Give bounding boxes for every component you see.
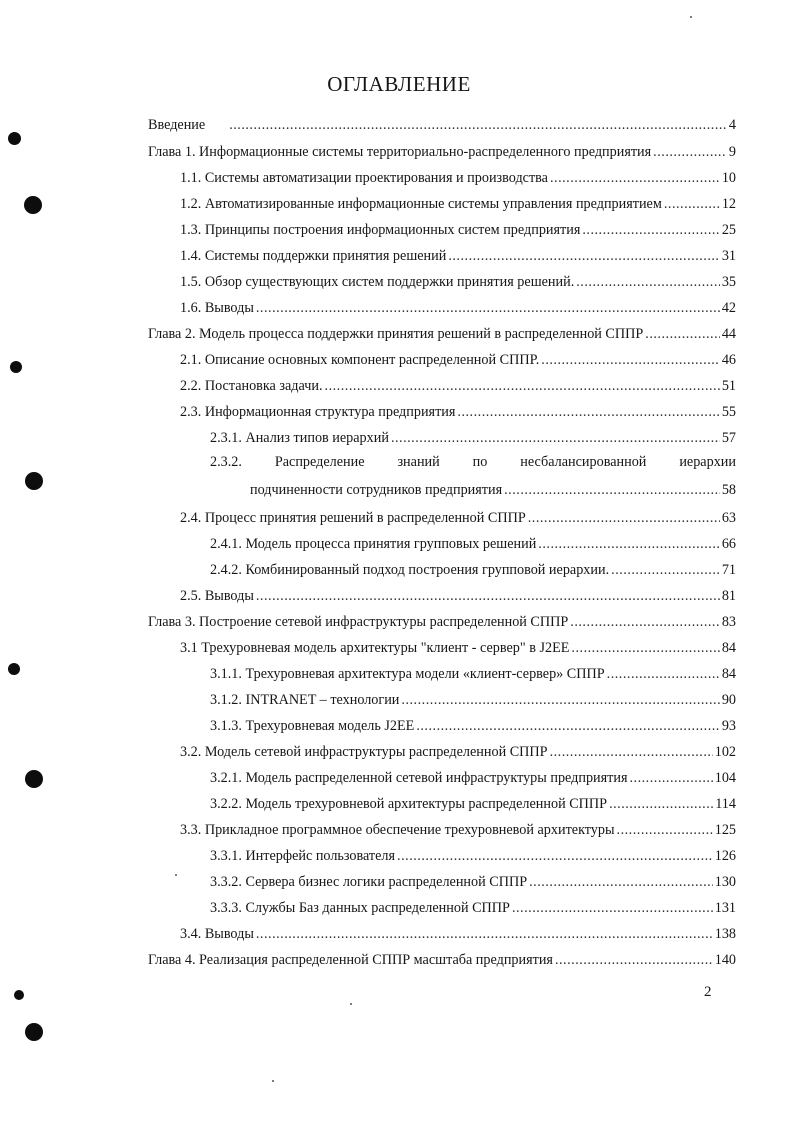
scan-speck xyxy=(272,1080,274,1082)
toc-entry: 3.1.1. Трехуровневая архитектура модели «клиент-сервер» СППР ..... 84 xyxy=(210,664,736,684)
toc-entry: 3.3.1. Интерфейс пользователя ..... 126 xyxy=(210,846,736,866)
toc-entry: 3.3.2. Сервера бизнес логики распределенной СППР ..... 130 xyxy=(210,872,736,892)
toc-entry: 3.2. Модель сетевой инфраструктуры распределенной СППР ..... 102 xyxy=(180,742,736,762)
toc-entry: 2.4. Процесс принятия решений в распределенной СППР ..... 63 xyxy=(180,508,736,528)
toc-entry: 3.2.1. Модель распределенной сетевой инфраструктуры предприятия ..... 104 xyxy=(210,768,736,788)
toc-entry: 2.2. Постановка задачи. ..... 51 xyxy=(180,376,736,396)
toc-entry: 1.1. Системы автоматизации проектирования и производства ..... 10 xyxy=(180,168,736,188)
toc-entry: 2.5. Выводы ..... 81 xyxy=(180,586,736,606)
binder-hole xyxy=(10,361,22,373)
toc-entry: 1.3. Принципы построения информационных систем предприятия ..... 25 xyxy=(180,220,736,240)
toc-entry-justified-line: 2.3.2. Распределение знаний по несбалансированной иерархии xyxy=(210,454,736,470)
binder-hole xyxy=(8,663,20,675)
toc-entry: 2.1. Описание основных компонент распределенной СППР. ..... 46 xyxy=(180,350,736,370)
toc-entry: 2.4.2. Комбинированный подход построения групповой иерархии. ..... 71 xyxy=(210,560,736,580)
binder-hole xyxy=(14,990,24,1000)
scan-speck xyxy=(690,16,692,18)
scan-speck xyxy=(350,1003,352,1005)
toc-entry: Введение ..... 4 xyxy=(148,115,736,135)
binder-hole xyxy=(8,132,21,145)
toc-entry: Глава 1. Информационные системы территориально-распределенного предприятия ..... 9 xyxy=(148,142,736,162)
toc-entry: 3.2.2. Модель трехуровневой архитектуры распределенной СППР ..... 114 xyxy=(210,794,736,814)
toc-title: ОГЛАВЛЕНИЕ xyxy=(327,72,471,96)
toc-entry: 3.3.3. Службы Баз данных распределенной СППР ..... 131 xyxy=(210,898,736,918)
toc-entry: 1.4. Системы поддержки принятия решений ..... 31 xyxy=(180,246,736,266)
binder-hole xyxy=(25,770,43,788)
binder-hole xyxy=(25,1023,43,1041)
toc-entry: Глава 4. Реализация распределенной СППР масштаба предприятия ..... 140 xyxy=(148,950,736,970)
toc-entry: 2.4.1. Модель процесса принятия групповых решений ..... 66 xyxy=(210,534,736,554)
binder-hole xyxy=(24,196,42,214)
toc-entry: 1.5. Обзор существующих систем поддержки принятия решений. ..... 35 xyxy=(180,272,736,292)
toc-entry-continuation: подчиненности сотрудников предприятия ..... 58 xyxy=(250,480,736,500)
binder-hole xyxy=(25,472,43,490)
toc-entry: 3.4. Выводы ..... 138 xyxy=(180,924,736,944)
toc-entry: 3.3. Прикладное программное обеспечение трехуровневой архитектуры ..... 125 xyxy=(180,820,736,840)
page-number: 2 xyxy=(704,984,712,1000)
toc-entry: 2.3. Информационная структура предприятия ..... 55 xyxy=(180,402,736,422)
toc-entry: Глава 3. Построение сетевой инфраструктуры распределенной СППР ..... 83 xyxy=(148,612,736,632)
toc-entry: 1.2. Автоматизированные информационные системы управления предприятием ..... 12 xyxy=(180,194,736,214)
toc-entry: 3.1.3. Трехуровневая модель J2EE ..... 93 xyxy=(210,716,736,736)
toc-entry: 2.3.1. Анализ типов иерархий ..... 57 xyxy=(210,428,736,448)
toc-entry: Глава 2. Модель процесса поддержки принятия решений в распределенной СППР ..... 44 xyxy=(148,324,736,344)
toc-entry: 1.6. Выводы ..... 42 xyxy=(180,298,736,318)
scan-speck xyxy=(175,874,177,876)
toc-entry: 3.1 Трехуровневая модель архитектуры "клиент - сервер" в J2EE ..... 84 xyxy=(180,638,736,658)
toc-entry: 3.1.2. INTRANET – технологии ..... 90 xyxy=(210,690,736,710)
